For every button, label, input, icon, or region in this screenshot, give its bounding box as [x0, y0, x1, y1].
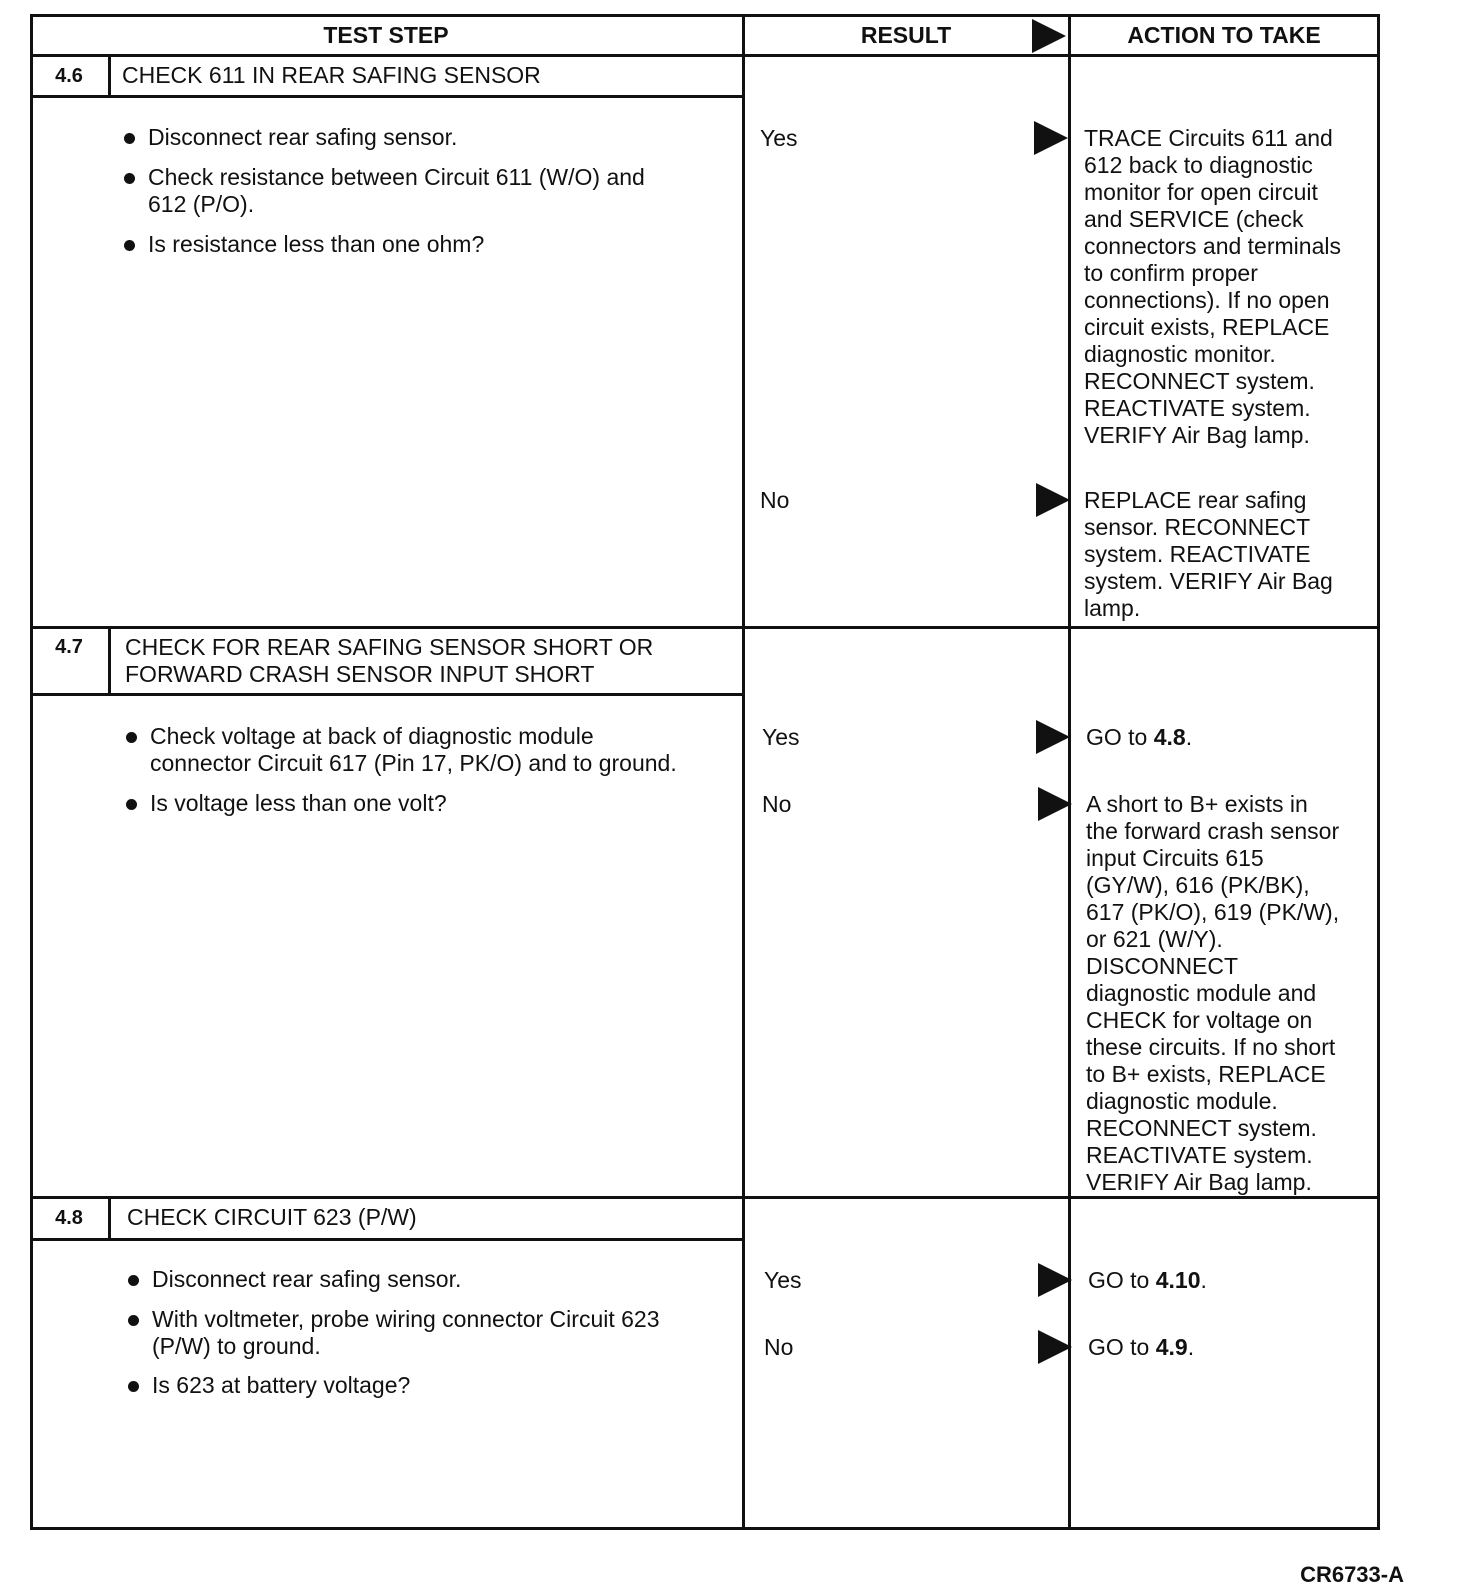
header-result: RESULT [860, 22, 952, 48]
bullet-text: Disconnect rear safing sensor. [148, 124, 458, 150]
border-right [1377, 14, 1380, 1529]
header-test-step: TEST STEP [323, 22, 449, 48]
step-number: 4.7 [55, 636, 83, 658]
action-suffix: . [1187, 1334, 1195, 1360]
result-label: No [760, 487, 790, 513]
bullet-dot-icon [126, 799, 137, 810]
bullet-text: Is resistance less than one ohm? [148, 231, 485, 257]
action-prefix: GO to [1088, 1334, 1156, 1360]
bullet-dot-icon [124, 240, 135, 251]
step-title: CHECK FOR REAR SAFING SENSOR SHORT OR FORWARD CRASH SENSOR INPUT SHORT [125, 634, 654, 687]
num-divider-4-8 [108, 1198, 111, 1239]
title-rule-4-7 [30, 693, 744, 696]
bullet-dot-icon [124, 173, 135, 184]
result-arrow-icon [1038, 1263, 1072, 1297]
step-reference: 4.10 [1155, 1267, 1201, 1293]
action-text [1088, 1267, 1207, 1294]
num-divider-4-7 [108, 628, 111, 694]
action-text: A short to B+ exists in the forward crash sensor input Circuits 615 (GY/W), 616 (PK/BK), 617 (PK/O), 619 (PK/W), or 621 (W/Y). DISCONNECT diagnostic module and CHECK for voltage on these circuits. If no short to B+ exists, REPLACE diagnostic module. RECONNECT system. REACTIVATE system. VERIFY Air Bag lamp. [1086, 791, 1340, 1195]
bullet-dot-icon [128, 1381, 139, 1392]
action-text [1086, 724, 1192, 751]
step-reference: 4.9 [1155, 1334, 1188, 1360]
action-text [1088, 1334, 1194, 1361]
bullet-text: Is 623 at battery voltage? [152, 1372, 411, 1398]
action-prefix: GO to [1088, 1267, 1156, 1293]
result-arrow-icon [1038, 787, 1072, 821]
action-text: REPLACE rear safing sensor. RECONNECT system. REACTIVATE system. VERIFY Air Bag lamp. [1084, 487, 1333, 621]
result-label: Yes [760, 125, 798, 151]
bullet-text: Check voltage at back of diagnostic module connector Circuit 617 (Pin 17, PK/O) and to ground. [150, 723, 677, 776]
header-arrow-icon [1032, 19, 1066, 53]
step-number: 4.8 [55, 1207, 83, 1229]
bullet-dot-icon [128, 1275, 139, 1286]
action-prefix: GO to [1086, 724, 1154, 750]
step-number: 4.6 [55, 65, 83, 87]
step-rule-4-8 [30, 1196, 1380, 1199]
bullet-text: Disconnect rear safing sensor. [152, 1266, 462, 1292]
result-arrow-icon [1036, 483, 1070, 517]
action-suffix: . [1185, 724, 1193, 750]
border-bottom [30, 1527, 1380, 1530]
action-suffix: . [1200, 1267, 1207, 1293]
action-text: TRACE Circuits 611 and 612 back to diagnostic monitor for open circuit and SERVICE (check connectors and terminals to confirm proper connections). If no open circuit exists, REPLACE diagnostic monitor. RECONNECT system. REACTIVATE system. VERIFY Air Bag lamp. [1084, 125, 1341, 448]
bullet-text: With voltmeter, probe wiring connector Circuit 623 (P/W) to ground. [152, 1306, 660, 1359]
header-rule [30, 54, 1380, 57]
result-arrow-icon [1038, 1330, 1072, 1364]
result-arrow-icon [1036, 720, 1070, 754]
result-label: Yes [762, 724, 800, 750]
bullet-dot-icon [124, 133, 135, 144]
header-action: ACTION TO TAKE [1127, 22, 1321, 48]
result-label: No [762, 791, 792, 817]
step-title: CHECK 611 IN REAR SAFING SENSOR [122, 62, 541, 88]
result-label: No [764, 1334, 794, 1360]
figure-reference: CR6733-A [1300, 1562, 1404, 1587]
bullet-dot-icon [128, 1315, 139, 1326]
border-top [30, 14, 1380, 17]
title-rule-4-8 [30, 1238, 744, 1241]
bullet-text: Check resistance between Circuit 611 (W/O) and 612 (P/O). [148, 164, 645, 217]
title-rule-4-6 [30, 95, 744, 98]
border-left [30, 14, 33, 1529]
divider-result [742, 14, 745, 1529]
diagnostic-table [30, 14, 1410, 1564]
step-rule-4-7 [30, 626, 1380, 629]
bullet-text: Is voltage less than one volt? [150, 790, 447, 816]
result-label: Yes [764, 1267, 802, 1293]
result-arrow-icon [1034, 121, 1068, 155]
step-reference: 4.8 [1153, 724, 1186, 750]
bullet-dot-icon [126, 732, 137, 743]
step-title: CHECK CIRCUIT 623 (P/W) [127, 1204, 417, 1230]
divider-action [1068, 14, 1071, 1529]
num-divider-4-6 [108, 56, 111, 96]
